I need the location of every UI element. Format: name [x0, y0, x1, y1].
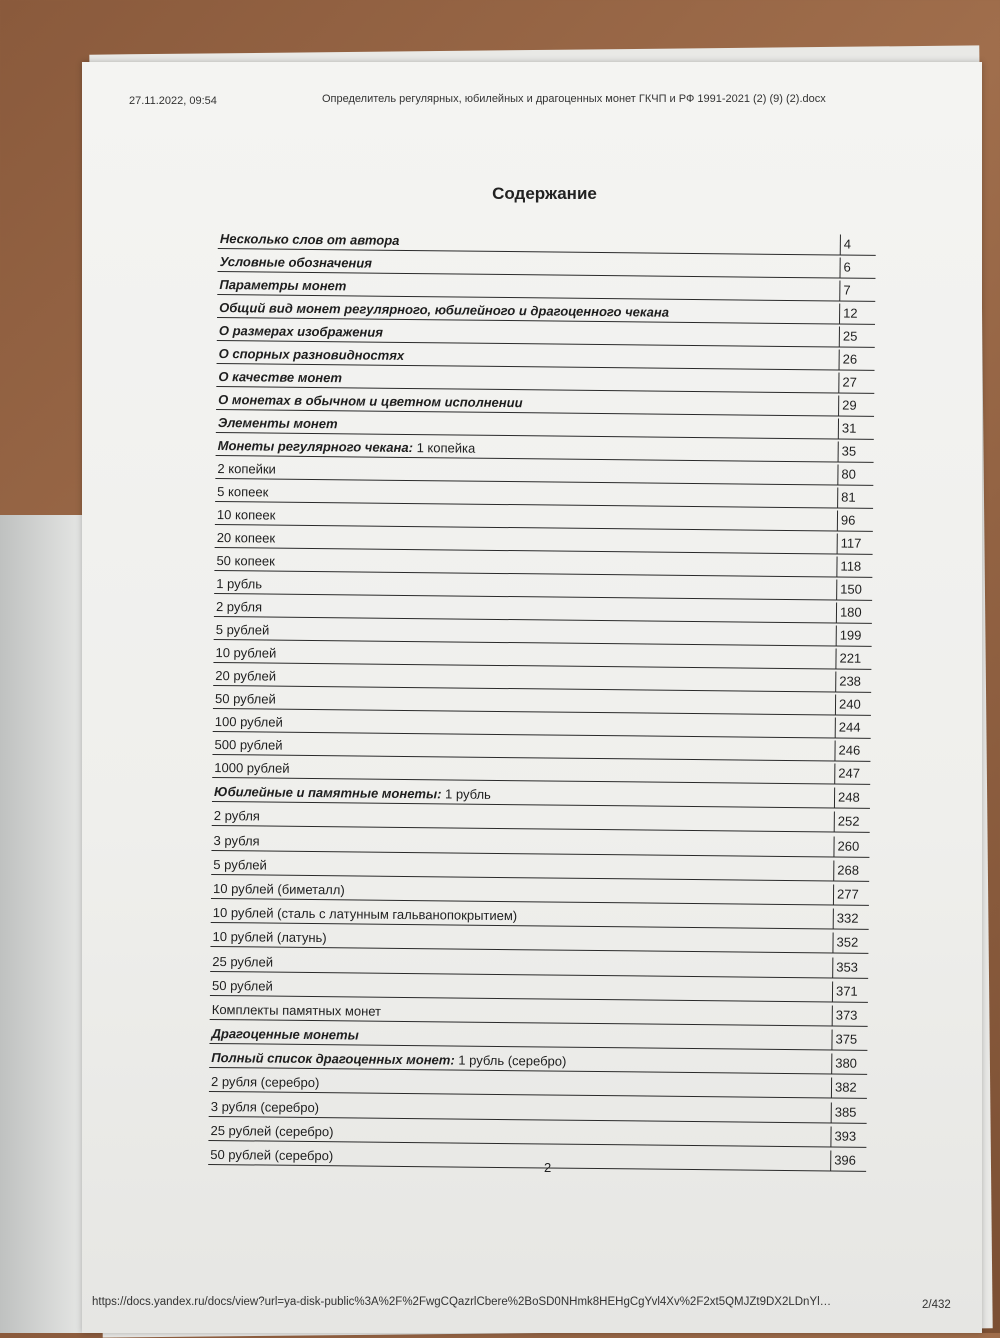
- toc-entry-page: 371: [832, 981, 868, 1001]
- toc-entry-label: [219, 277, 346, 293]
- toc-entry-label: [215, 691, 276, 707]
- toc-entry-page: 393: [830, 1126, 866, 1146]
- toc-entry-text: 10 копеек: [216, 507, 276, 523]
- print-document-title: Определитель регулярных, юбилейных и драгоценных монет ГКЧП и РФ 1991-2021 (2) (9) (2).docx: [322, 93, 826, 105]
- toc-entry-page: 238: [835, 671, 871, 691]
- toc-entry-page: 277: [833, 884, 869, 904]
- toc-entry-page: 7: [839, 281, 875, 301]
- toc-entry-section: Юбилейные и памятные монеты:: [213, 784, 442, 802]
- toc-entry-page: 353: [832, 957, 868, 977]
- toc-entry-label: [211, 1074, 319, 1090]
- toc-entry-page: 221: [835, 648, 871, 668]
- toc-entry-text: 1000 рублей: [214, 759, 290, 776]
- toc-entry-label: [218, 392, 523, 410]
- toc-entry-section: Драгоценные монеты: [211, 1026, 359, 1043]
- toc-entry-label: [211, 1026, 358, 1043]
- toc-entry-page: 150: [836, 579, 872, 599]
- toc-entry-text: 50 рублей: [211, 977, 273, 994]
- toc-entry-label: [219, 346, 405, 363]
- toc-entry-label: [219, 300, 669, 320]
- toc-entry-text: 25 рублей: [212, 953, 274, 970]
- toc-entry-page: 396: [830, 1150, 866, 1170]
- toc-entry-section: Условные обозначения: [219, 254, 373, 271]
- toc-entry-label: [212, 929, 326, 945]
- toc-entry-page: 373: [832, 1005, 868, 1025]
- toc-entry-label: [216, 599, 262, 614]
- toc-entry-text: 3 рубля: [213, 832, 260, 849]
- toc-entry-page: 244: [835, 717, 871, 737]
- toc-entry-page: 81: [837, 487, 873, 507]
- toc-entry-text: 2 рубля (серебро): [210, 1074, 320, 1091]
- toc-entry-label: [216, 622, 270, 638]
- toc-entry-page: 80: [837, 465, 873, 485]
- toc-entry-label: [210, 1123, 333, 1139]
- toc-entry-label: [220, 254, 372, 271]
- toc-entry-section: Общий вид монет регулярного, юбилейного и драгоценного чекана: [219, 300, 670, 320]
- toc-entry-label: [214, 808, 260, 823]
- toc-entry-text: 5 копеек: [217, 484, 269, 500]
- toc-entry-section: О монетах в обычном и цветном исполнении: [218, 392, 523, 411]
- toc-entry-label: [217, 461, 276, 477]
- printed-page: [82, 62, 982, 1333]
- toc-entry-section: Параметры монет: [219, 277, 347, 294]
- toc-entry-page: 25: [839, 327, 875, 347]
- toc-entry-section: Полный список драгоценных монет:: [211, 1050, 455, 1068]
- toc-entry-page: 375: [831, 1030, 867, 1050]
- toc-entry-label: [218, 415, 338, 431]
- toc-entry-page: 4: [840, 235, 876, 255]
- toc-entry-label: [220, 231, 400, 248]
- toc-entry-text: 1 рубль: [216, 576, 263, 592]
- toc-entry-label: [217, 530, 275, 546]
- toc-entry-label: [211, 1050, 566, 1069]
- toc-entry-page: 96: [837, 510, 873, 530]
- toc-entry-text: 20 копеек: [216, 530, 276, 546]
- toc-entry-page: 12: [839, 304, 875, 324]
- print-datetime: 27.11.2022, 09:54: [129, 95, 217, 107]
- toc-entry-label: [214, 784, 491, 802]
- toc-entry-text: 5 рублей: [215, 621, 270, 638]
- toc-entry-text: 2 рубля: [213, 808, 260, 824]
- toc-entry-label: [213, 833, 259, 848]
- toc-entry-text: Комплекты памятных монет: [211, 1001, 382, 1019]
- toc-entry-text: 10 рублей (латунь): [212, 929, 327, 946]
- toc-entry-label: [219, 323, 383, 340]
- toc-entry-label: [213, 881, 345, 897]
- toc-entry-page: 380: [831, 1054, 867, 1074]
- toc-entry-page: 332: [833, 909, 869, 929]
- toc-entry-page: 252: [834, 812, 870, 832]
- underlying-sheet: [0, 515, 90, 1333]
- toc-entry-page: 6: [839, 258, 875, 278]
- page-title: Содержание: [492, 184, 597, 203]
- toc-entry-label: [212, 1002, 381, 1019]
- toc-entry-section: О спорных разновидностях: [218, 346, 405, 363]
- toc-entry-page: 382: [831, 1078, 867, 1098]
- toc-entry-text: 1 копейка: [412, 440, 476, 456]
- toc-entry-page: 199: [836, 625, 872, 645]
- page-number: 2: [544, 1160, 552, 1175]
- toc-entry-label: [215, 714, 283, 730]
- toc-entry-page: 31: [838, 419, 874, 439]
- toc-entry-label: [216, 576, 262, 591]
- toc-entry-section: Монеты регулярного чекана:: [217, 438, 414, 456]
- toc-entry-label: [216, 553, 274, 569]
- toc-entry-section: О качестве монет: [218, 369, 343, 386]
- toc-entry-label: [215, 645, 276, 661]
- toc-entry-text: 20 рублей: [215, 667, 277, 684]
- toc-entry-text: 50 рублей: [214, 690, 276, 707]
- toc-entry-text: 50 рублей (серебро): [210, 1146, 334, 1164]
- toc-entry-text: 10 рублей (биметалл): [212, 880, 345, 898]
- toc-entry-page: 26: [839, 350, 875, 370]
- toc-entry-page: 352: [832, 933, 868, 953]
- toc-entry-label: [214, 760, 289, 776]
- toc-entry-label: [211, 1099, 319, 1115]
- toc-entry-text: 25 рублей (серебро): [210, 1122, 334, 1140]
- toc-entry-page: 240: [835, 694, 871, 714]
- toc-entry-page: 385: [831, 1102, 867, 1122]
- toc-entry-page: 118: [836, 556, 872, 576]
- toc-entry-label: [215, 668, 276, 684]
- toc-entry-label: [218, 369, 342, 385]
- toc-entry-text: 100 рублей: [214, 713, 283, 730]
- toc-entry-text: 1 рубль (серебро): [454, 1052, 567, 1069]
- toc-entry-text: 3 рубля (серебро): [210, 1098, 320, 1115]
- toc-entry-text: 2 рубля: [215, 599, 263, 615]
- toc-entry-section: Несколько слов от автора: [219, 231, 400, 248]
- toc-entry-page: 246: [834, 740, 870, 760]
- toc-entry-label: [218, 438, 476, 456]
- toc-entry-section: О размерах изображения: [218, 323, 384, 340]
- toc-entry-text: 10 рублей: [215, 644, 277, 661]
- toc-entry-page: 248: [834, 788, 870, 808]
- toc-entry-section: Элементы монет: [217, 415, 338, 432]
- print-page-counter: 2/432: [922, 1299, 951, 1311]
- toc-entry-text: 1 рубль: [441, 786, 491, 803]
- toc-entry-label: [212, 953, 273, 969]
- toc-entry-text: 10 рублей (сталь с латунным гальванопокрытием): [212, 905, 518, 924]
- toc-entry-page: 268: [833, 860, 869, 880]
- toc-entry-page: 35: [838, 442, 874, 462]
- toc-entry-page: 180: [836, 602, 872, 622]
- toc-entry-page: 27: [838, 373, 874, 393]
- toc-entry-page: 29: [838, 396, 874, 416]
- print-url: https://docs.yandex.ru/docs/view?url=ya-disk-public%3A%2F%2FwgCQazrlCbere%2BoSD0NHmk8HEHgCgYvl4Xv%2F2xt5QMJZt9DX2LDnYl…: [92, 1296, 832, 1308]
- toc-entry-text: 2 копейки: [217, 461, 276, 477]
- table-of-contents: [208, 226, 876, 1172]
- toc-entry-label: [212, 978, 273, 994]
- toc-entry-label: [213, 905, 518, 923]
- toc-entry-page: 247: [834, 763, 870, 783]
- toc-entry-label: [217, 507, 275, 523]
- toc-entry-label: [217, 484, 268, 500]
- toc-entry-label: [214, 737, 282, 753]
- toc-entry-page: 117: [837, 533, 873, 553]
- toc-entry-label: [210, 1147, 333, 1163]
- toc-entry-page: 260: [833, 836, 869, 856]
- toc-entry-label: [213, 857, 267, 873]
- toc-entry-text: 50 копеек: [216, 553, 275, 569]
- toc-entry-text: 5 рублей: [213, 856, 267, 873]
- toc-entry-text: 500 рублей: [214, 736, 283, 753]
